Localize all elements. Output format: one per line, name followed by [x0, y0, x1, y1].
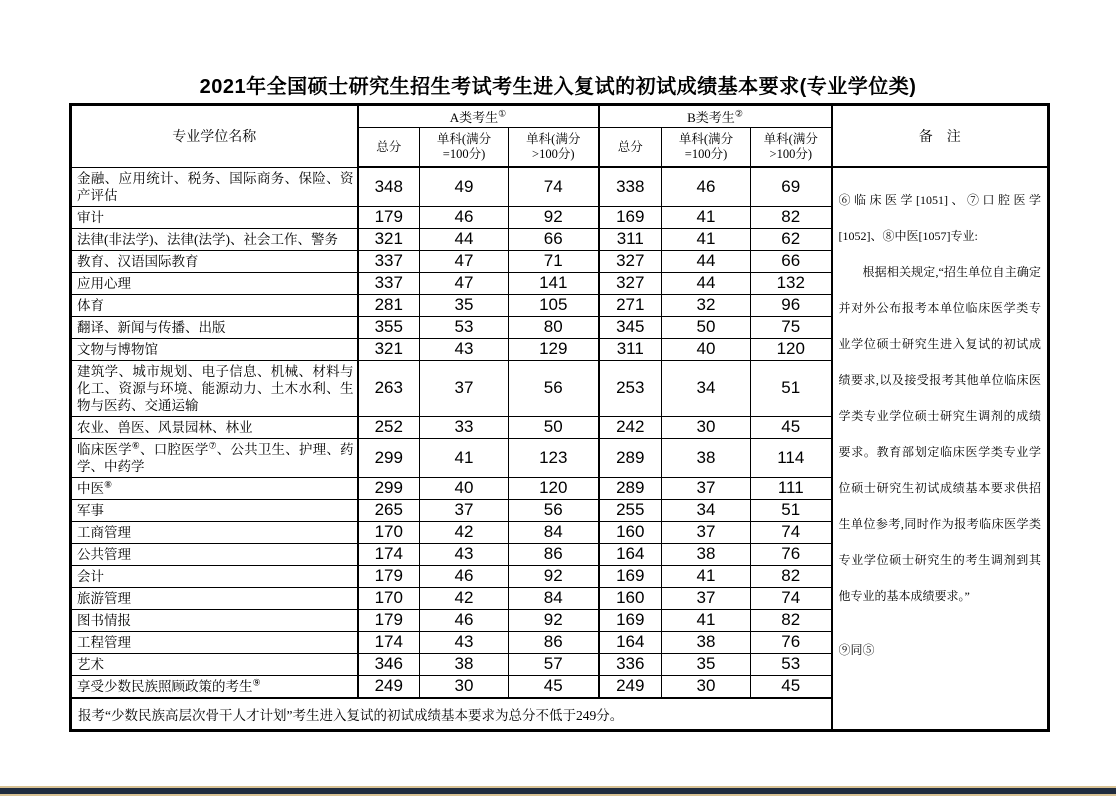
score-cell: 37 [662, 521, 751, 543]
score-cell: 92 [509, 565, 599, 587]
score-cell: 74 [751, 521, 832, 543]
score-cell: 44 [662, 272, 751, 294]
score-cell: 40 [420, 477, 509, 499]
score-cell: 82 [751, 609, 832, 631]
footnote-marker-1: ① [498, 108, 507, 119]
score-cell: 38 [662, 543, 751, 565]
degree-name-cell: 文物与博物馆 [71, 338, 358, 360]
score-cell: 281 [358, 294, 420, 316]
degree-name-cell: 应用心理 [71, 272, 358, 294]
score-cell: 169 [599, 206, 662, 228]
score-cell: 34 [662, 499, 751, 521]
degree-name-cell: 中医⑧ [71, 477, 358, 499]
score-cell: 160 [599, 521, 662, 543]
score-cell: 336 [599, 653, 662, 675]
degree-name-cell: 会计 [71, 565, 358, 587]
score-cell: 53 [420, 316, 509, 338]
score-cell: 169 [599, 565, 662, 587]
score-cell: 69 [751, 167, 832, 206]
degree-name-cell: 教育、汉语国际教育 [71, 250, 358, 272]
score-cell: 271 [599, 294, 662, 316]
score-cell: 120 [751, 338, 832, 360]
degree-name-cell: 体育 [71, 294, 358, 316]
table-header [71, 105, 1049, 168]
score-cell: 66 [509, 228, 599, 250]
score-cell: 84 [509, 587, 599, 609]
table-body [71, 167, 1049, 730]
score-cell: 311 [599, 228, 662, 250]
remarks-cell [832, 167, 1049, 730]
score-cell: 74 [509, 167, 599, 206]
col-header-group-a [358, 105, 599, 128]
remarks-paragraph: 根据相关规定,“招生单位自主确定并对外公布报考本单位临床医学类专业学位硕士研究生进入复试的初试成绩要求,以及接受报考其他单位临床医学类专业学位硕士研究生调剂的成绩要求。教育部划定临床医学类专业学位硕士研究生初试成绩基本要求供招生单位参考,同时作为报考临床医学类专业学位硕士研究生的考生调剂到其他专业的基本成绩要求。” [838, 265, 1042, 603]
score-cell: 174 [358, 631, 420, 653]
score-cell: 41 [662, 206, 751, 228]
score-cell: 38 [420, 653, 509, 675]
score-cell: 337 [358, 272, 420, 294]
col-header-b-eq100: 单科(满分 =100分) [662, 128, 751, 168]
score-cell: 170 [358, 521, 420, 543]
degree-name-cell: 图书情报 [71, 609, 358, 631]
score-cell: 86 [509, 543, 599, 565]
score-cell: 37 [420, 360, 509, 416]
col-header-a-total: 总分 [358, 128, 420, 168]
degree-name-cell: 金融、应用统计、税务、国际商务、保险、资产评估 [71, 167, 358, 206]
score-cell: 311 [599, 338, 662, 360]
degree-name-cell: 工程管理 [71, 631, 358, 653]
score-cell: 355 [358, 316, 420, 338]
score-cell: 263 [358, 360, 420, 416]
score-cell: 321 [358, 338, 420, 360]
score-cell: 327 [599, 250, 662, 272]
score-cell: 51 [751, 499, 832, 521]
degree-name-cell: 军事 [71, 499, 358, 521]
degree-name-cell: 公共管理 [71, 543, 358, 565]
col-header-degree-name: 专业学位名称 [71, 105, 358, 168]
score-cell: 253 [599, 360, 662, 416]
score-cell: 169 [599, 609, 662, 631]
degree-name-cell: 工商管理 [71, 521, 358, 543]
score-cell: 38 [662, 438, 751, 477]
score-cell: 76 [751, 543, 832, 565]
score-cell: 164 [599, 631, 662, 653]
score-cell: 43 [420, 543, 509, 565]
score-cell: 37 [662, 587, 751, 609]
score-cell: 92 [509, 609, 599, 631]
score-cell: 179 [358, 206, 420, 228]
score-cell: 76 [751, 631, 832, 653]
score-cell: 41 [662, 228, 751, 250]
score-cell: 56 [509, 499, 599, 521]
remarks-paragraph: ⑥临床医学[1051]、⑦口腔医学[1052]、⑧中医[1057]专业: [838, 193, 1042, 243]
score-cell: 47 [420, 272, 509, 294]
score-cell: 327 [599, 272, 662, 294]
score-cell: 179 [358, 609, 420, 631]
score-cell: 242 [599, 416, 662, 438]
score-cell: 321 [358, 228, 420, 250]
score-cell: 249 [358, 675, 420, 698]
score-cell: 46 [662, 167, 751, 206]
score-cell: 174 [358, 543, 420, 565]
score-table [69, 103, 1050, 732]
score-cell: 42 [420, 521, 509, 543]
score-cell: 289 [599, 438, 662, 477]
score-cell: 42 [420, 587, 509, 609]
score-cell: 92 [509, 206, 599, 228]
score-cell: 45 [751, 675, 832, 698]
score-cell: 33 [420, 416, 509, 438]
score-cell: 43 [420, 338, 509, 360]
score-cell: 37 [662, 477, 751, 499]
col-header-a-eq100: 单科(满分 =100分) [420, 128, 509, 168]
score-cell: 337 [358, 250, 420, 272]
score-cell: 96 [751, 294, 832, 316]
score-cell: 164 [599, 543, 662, 565]
score-cell: 44 [662, 250, 751, 272]
score-cell: 62 [751, 228, 832, 250]
score-cell: 30 [420, 675, 509, 698]
score-cell: 123 [509, 438, 599, 477]
degree-name-cell: 艺术 [71, 653, 358, 675]
score-cell: 80 [509, 316, 599, 338]
score-cell: 289 [599, 477, 662, 499]
degree-name-cell: 旅游管理 [71, 587, 358, 609]
score-cell: 53 [751, 653, 832, 675]
score-cell: 47 [420, 250, 509, 272]
score-cell: 141 [509, 272, 599, 294]
score-cell: 114 [751, 438, 832, 477]
score-cell: 265 [358, 499, 420, 521]
score-cell: 84 [509, 521, 599, 543]
score-cell: 43 [420, 631, 509, 653]
col-header-b-total: 总分 [599, 128, 662, 168]
score-cell: 45 [751, 416, 832, 438]
degree-name-cell: 审计 [71, 206, 358, 228]
degree-name-cell: 建筑学、城市规划、电子信息、机械、材料与化工、资源与环境、能源动力、土木水利、生物与医药、交通运输 [71, 360, 358, 416]
bottom-border-decoration [0, 786, 1116, 796]
score-cell: 34 [662, 360, 751, 416]
score-cell: 179 [358, 565, 420, 587]
score-cell: 111 [751, 477, 832, 499]
score-cell: 249 [599, 675, 662, 698]
degree-name-cell: 临床医学⑥、口腔医学⑦、公共卫生、护理、药学、中药学 [71, 438, 358, 477]
score-cell: 40 [662, 338, 751, 360]
score-cell: 82 [751, 565, 832, 587]
col-header-a-gt100: 单科(满分 >100分) [509, 128, 599, 168]
score-cell: 51 [751, 360, 832, 416]
score-cell: 346 [358, 653, 420, 675]
score-cell: 35 [662, 653, 751, 675]
score-cell: 129 [509, 338, 599, 360]
score-cell: 30 [662, 675, 751, 698]
score-cell: 299 [358, 438, 420, 477]
page-title: 2021年全国硕士研究生招生考试考生进入复试的初试成绩基本要求(专业学位类) [199, 76, 917, 98]
footer-note: 报考“少数民族高层次骨干人才计划”考生进入复试的初试成绩基本要求为总分不低于249分。 [71, 698, 832, 731]
remarks-paragraph: ⑨同⑤ [838, 643, 875, 657]
score-cell: 41 [662, 609, 751, 631]
header-row-groups [71, 105, 1049, 128]
score-cell: 49 [420, 167, 509, 206]
score-cell: 338 [599, 167, 662, 206]
footnote-marker-2: ② [734, 108, 743, 119]
score-cell: 120 [509, 477, 599, 499]
score-cell: 41 [420, 438, 509, 477]
score-cell: 32 [662, 294, 751, 316]
score-cell: 299 [358, 477, 420, 499]
score-cell: 45 [509, 675, 599, 698]
score-cell: 71 [509, 250, 599, 272]
group-b-label: B类考生 [687, 110, 735, 125]
score-cell: 345 [599, 316, 662, 338]
score-cell: 46 [420, 206, 509, 228]
table-row [71, 167, 1049, 206]
score-cell: 35 [420, 294, 509, 316]
score-cell: 44 [420, 228, 509, 250]
score-cell: 75 [751, 316, 832, 338]
score-cell: 46 [420, 565, 509, 587]
score-cell: 252 [358, 416, 420, 438]
score-cell: 348 [358, 167, 420, 206]
score-cell: 74 [751, 587, 832, 609]
score-cell: 38 [662, 631, 751, 653]
score-cell: 37 [420, 499, 509, 521]
score-cell: 132 [751, 272, 832, 294]
group-a-label: A类考生 [449, 110, 499, 125]
degree-name-cell: 法律(非法学)、法律(法学)、社会工作、警务 [71, 228, 358, 250]
score-cell: 41 [662, 565, 751, 587]
degree-name-cell: 农业、兽医、风景园林、林业 [71, 416, 358, 438]
score-cell: 160 [599, 587, 662, 609]
degree-name-cell: 享受少数民族照顾政策的考生⑨ [71, 675, 358, 698]
score-cell: 57 [509, 653, 599, 675]
score-cell: 255 [599, 499, 662, 521]
score-cell: 50 [662, 316, 751, 338]
score-cell: 82 [751, 206, 832, 228]
degree-name-cell: 翻译、新闻与传播、出版 [71, 316, 358, 338]
score-cell: 170 [358, 587, 420, 609]
score-cell: 105 [509, 294, 599, 316]
col-header-b-gt100: 单科(满分 >100分) [751, 128, 832, 168]
score-cell: 66 [751, 250, 832, 272]
score-cell: 46 [420, 609, 509, 631]
score-cell: 30 [662, 416, 751, 438]
col-header-remarks: 备 注 [832, 105, 1049, 168]
score-cell: 56 [509, 360, 599, 416]
score-cell: 86 [509, 631, 599, 653]
col-header-group-b [599, 105, 832, 128]
score-cell: 50 [509, 416, 599, 438]
